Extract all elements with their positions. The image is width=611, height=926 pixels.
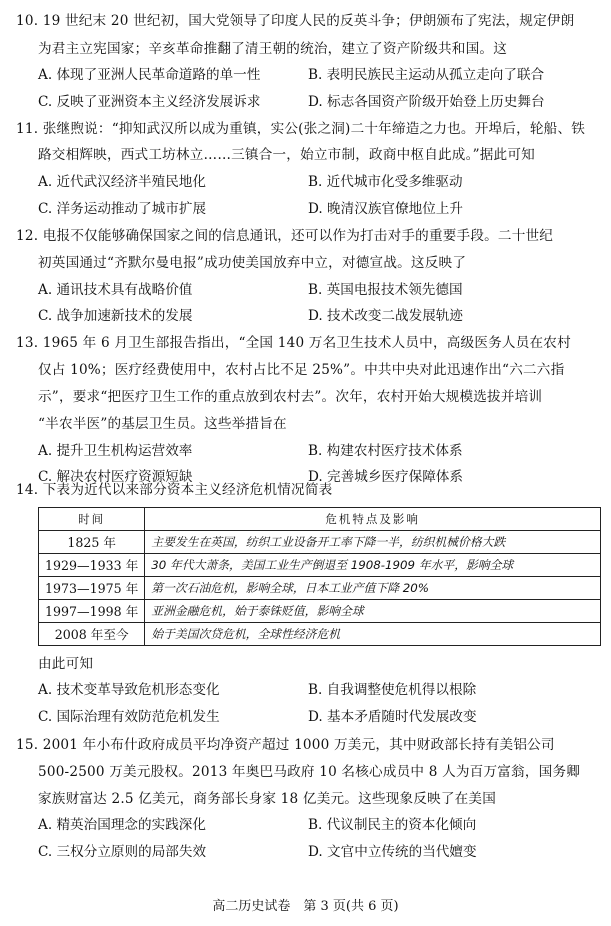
question-12-option-b: B. 英国电报技术领先德国 xyxy=(308,282,463,298)
table-row xyxy=(39,623,601,646)
question-13-line-2: 仅占 10%；医疗经费使用中，农村占比不足 25%”。中共中央对此迅速作出“六二六指 xyxy=(38,362,565,378)
question-15-option-a: A. 精英治国理念的实践深化 xyxy=(38,817,206,833)
question-10-option-b: B. 表明民族民主运动从孤立走向了联合 xyxy=(308,67,545,83)
question-13-line-1: 13. 1965 年 6 月卫生部报告指出，“全国 140 万名卫生技术人员中，高级医务人员在农村 xyxy=(16,335,571,351)
question-11-option-c: C. 洋务运动推动了城市扩展 xyxy=(38,201,207,217)
table-row xyxy=(39,600,601,623)
question-12-option-a: A. 通讯技术具有战略价值 xyxy=(38,282,193,298)
question-12-line-1: 12. 电报不仅能够确保国家之间的信息通讯，还可以作为打击对手的重要手段。二十世纪 xyxy=(16,228,554,244)
table-cell-description: 亚洲金融危机，始于泰铢贬值，影响全球 xyxy=(145,600,601,623)
question-10-option-d: D. 标志各国资产阶级开始登上历史舞台 xyxy=(308,94,545,110)
question-14-option-a: A. 技术变革导致危机形态变化 xyxy=(38,682,220,698)
question-14-after-text: 由此可知 xyxy=(38,656,94,672)
question-15-line-3: 家族财富达 2.5 亿美元，商务部长身家 18 亿美元。这些现象反映了在美国 xyxy=(38,791,497,807)
question-14-line-1: 14. 下表为近代以来部分资本主义经济危机情况简表 xyxy=(16,482,333,498)
question-13-option-d: D. 完善城乡医疗保障体系 xyxy=(308,469,463,485)
question-15-option-d: D. 文官中立传统的当代嬗变 xyxy=(308,844,477,860)
table-cell-time: 1973—1975 年 xyxy=(39,577,145,600)
question-13-option-c: C. 解决农村医疗资源短缺 xyxy=(38,469,193,485)
table-header-time: 时间 xyxy=(39,508,145,531)
question-14-option-c: C. 国际治理有效防范危机发生 xyxy=(38,709,220,725)
question-15-option-b: B. 代议制民主的资本化倾向 xyxy=(308,817,477,833)
question-11-option-a: A. 近代武汉经济半殖民地化 xyxy=(38,174,206,190)
question-12-option-d: D. 技术改变二战发展轨迹 xyxy=(308,308,463,324)
question-11-option-b: B. 近代城市化受多维驱动 xyxy=(308,174,463,190)
table-row xyxy=(39,531,601,554)
table-cell-time: 1929—1933 年 xyxy=(39,554,145,577)
table-header-row xyxy=(39,508,601,531)
question-14-option-d: D. 基本矛盾随时代发展改变 xyxy=(308,709,477,725)
question-15-line-1: 15. 2001 年小布什政府成员平均净资产超过 1000 万美元，其中财政部长持有美铝公司 xyxy=(16,737,555,753)
question-11-option-d: D. 晚清汉族官僚地位上升 xyxy=(308,201,463,217)
table-header-description: 危机特点及影响 xyxy=(145,508,601,531)
question-13-line-4: “半农半医”的基层卫生员。这些举措旨在 xyxy=(38,416,287,432)
table-row xyxy=(39,577,601,600)
question-10-option-a: A. 体现了亚洲人民革命道路的单一性 xyxy=(38,67,261,83)
question-10-option-c: C. 反映了亚洲资本主义经济发展诉求 xyxy=(38,94,261,110)
question-11-line-2: 路交相辉映，西式工坊林立……三镇合一，始立市制，政商中枢自此成。”据此可知 xyxy=(38,147,535,163)
table-cell-description: 始于美国次贷危机，全球性经济危机 xyxy=(145,623,601,646)
question-13-option-a: A. 提升卫生机构运营效率 xyxy=(38,443,193,459)
question-15-option-c: C. 三权分立原则的局部失效 xyxy=(38,844,207,860)
question-10-line-2: 为君主立宪国家；辛亥革命推翻了清王朝的统治，建立了资产阶级共和国。这 xyxy=(38,41,507,57)
question-12-line-2: 初英国通过“齐默尔曼电报”成功使美国放弃中立，对德宣战。这反映了 xyxy=(38,255,467,271)
table-cell-time: 2008 年至今 xyxy=(39,623,145,646)
crisis-table xyxy=(38,507,601,646)
question-15-line-2: 500-2500 万美元股权。2013 年奥巴马政府 10 名核心成员中 8 人为百万富翁，国务卿 xyxy=(38,764,581,780)
question-13-line-3: 示”，要求“把医疗卫生工作的重点放到农村去”。次年，农村开始大规模选拔并培训 xyxy=(38,389,543,405)
table-cell-description: 主要发生在英国，纺织工业设备开工率下降一半，纺织机械价格大跌 xyxy=(145,531,601,554)
question-11-line-1: 11. 张继煦说：“抑知武汉所以成为重镇，实公(张之洞)二十年缔造之力也。开埠后，轮船、铁 xyxy=(16,121,586,137)
table-row xyxy=(39,554,601,577)
table-cell-description: 第一次石油危机，影响全球，日本工业产值下降 20% xyxy=(145,577,601,600)
question-14-option-b: B. 自我调整使危机得以根除 xyxy=(308,682,477,698)
question-10-line-1: 10. 19 世纪末 20 世纪初，国大党领导了印度人民的反英斗争；伊朗颁布了宪法，规定伊朗 xyxy=(16,13,575,29)
page-footer: 高二历史试卷 第 3 页(共 6 页) xyxy=(212,899,399,914)
question-12-option-c: C. 战争加速新技术的发展 xyxy=(38,308,193,324)
table-cell-time: 1997—1998 年 xyxy=(39,600,145,623)
table-cell-time: 1825 年 xyxy=(39,531,145,554)
question-13-option-b: B. 构建农村医疗技术体系 xyxy=(308,443,463,459)
table-cell-description: 30 年代大萧条，美国工业生产倒退至 1908-1909 年水平，影响全球 xyxy=(145,554,601,577)
